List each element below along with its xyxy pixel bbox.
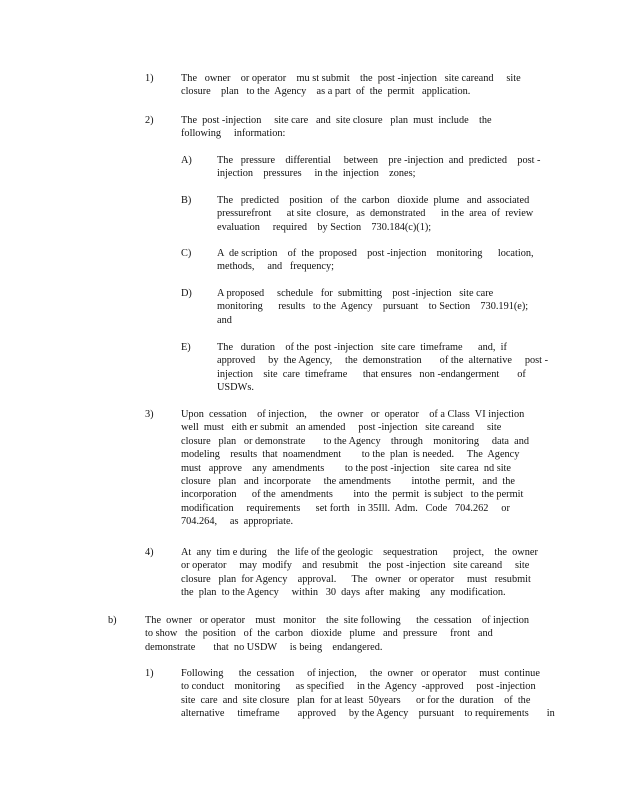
item-marker: 4): [145, 547, 154, 558]
item-text: [181, 546, 537, 600]
item-text: [217, 247, 547, 274]
item-marker: 1): [145, 668, 154, 679]
text-line: demonstrate that no USDW is being endangered.: [145, 641, 383, 653]
text-line: evaluation required by Section 730.184(c)(1);: [217, 221, 432, 233]
item-text: [181, 408, 531, 529]
item-marker: A): [181, 155, 192, 166]
text-line: 704.264, as appropriate.: [181, 516, 294, 528]
text-line: closure plan to the Agency as a part of the permit application.: [181, 86, 471, 98]
item-text: [181, 72, 521, 99]
text-line: pressurefront at site closure, as demonstrated in the area of review: [217, 208, 534, 220]
text-line: closure plan and incorporate the amendments intothe permit, and the: [181, 476, 515, 488]
text-line: approved by the Agency, the demonstration of the alternative post -: [217, 355, 549, 367]
text-line: alternative timeframe approved by the Agency pursuant to requirements in: [181, 708, 555, 720]
text-line: Upon cessation of injection, the owner or operator of a Class VI injection: [181, 409, 525, 420]
item-marker: B): [181, 195, 192, 206]
text-line: At any tim e during the life of the geologic sequestration project, the owner: [181, 547, 538, 558]
item-text: [145, 614, 535, 654]
text-line: The duration of the post -injection site care timeframe and, if: [217, 342, 507, 353]
text-line: to show the position of the carbon dioxide plume and pressure front and: [145, 628, 493, 640]
text-line: modeling results that noamendment to the plan is needed. The Agency: [181, 449, 520, 461]
text-line: must approve any amendments to the post -injection site carea nd site: [181, 462, 511, 474]
text-line: monitoring results to the Agency pursuant to Section 730.191(e);: [217, 301, 529, 313]
text-line: incorporation of the amendments into the permit is subject to the permit: [181, 489, 524, 501]
text-line: and: [217, 314, 232, 326]
text-line: closure plan for Agency approval. The owner or operator must resubmit: [181, 573, 531, 585]
text-line: the plan to the Agency within 30 days after making any modification.: [181, 587, 506, 599]
text-line: to conduct monitoring as specified in the Agency -approved post -injection: [181, 681, 536, 693]
text-line: A de scription of the proposed post -injection monitoring location,: [217, 248, 534, 259]
text-line: The pressure differential between pre -injection and predicted post -: [217, 155, 541, 166]
item-marker: 1): [145, 73, 154, 84]
item-text: [217, 194, 547, 234]
text-line: The post -injection site care and site closure plan must include the: [181, 115, 492, 126]
text-line: Following the cessation of injection, the owner or operator must continue: [181, 668, 540, 679]
text-line: USDWs.: [217, 382, 254, 394]
item-text: [181, 667, 555, 721]
text-line: closure plan or demonstrate to the Agency through monitoring data and: [181, 435, 530, 447]
text-line: A proposed schedule for submitting post -injection site care: [217, 288, 494, 299]
item-marker: D): [181, 288, 192, 299]
item-marker: b): [108, 615, 117, 626]
text-line: injection pressures in the injection zones;: [217, 168, 416, 180]
item-marker: 2): [145, 115, 154, 126]
item-marker: C): [181, 248, 192, 259]
text-line: The predicted position of the carbon dioxide plume and associated: [217, 195, 530, 206]
text-line: methods, and frequency;: [217, 261, 334, 273]
text-line: following information:: [181, 128, 286, 140]
text-line: or operator may modify and resubmit the post -injection site careand site: [181, 560, 530, 572]
item-marker: E): [181, 342, 191, 353]
item-text: [181, 114, 511, 141]
item-text: [217, 287, 547, 327]
text-line: injection site care timeframe that ensures non -endangerment of: [217, 368, 526, 380]
text-line: site care and site closure plan for at least 50years or for the duration of the: [181, 694, 531, 706]
text-line: The owner or operator must monitor the site following the cessation of injection: [145, 615, 530, 626]
item-text: [217, 341, 547, 395]
item-text: [217, 154, 547, 181]
text-line: modification requirements set forth in 35Ill. Adm. Code 704.262 or: [181, 502, 510, 514]
text-line: well must eith er submit an amended post -injection site careand site: [181, 422, 502, 434]
item-marker: 3): [145, 409, 154, 420]
text-line: The owner or operator mu st submit the post -injection site careand site: [181, 73, 521, 84]
